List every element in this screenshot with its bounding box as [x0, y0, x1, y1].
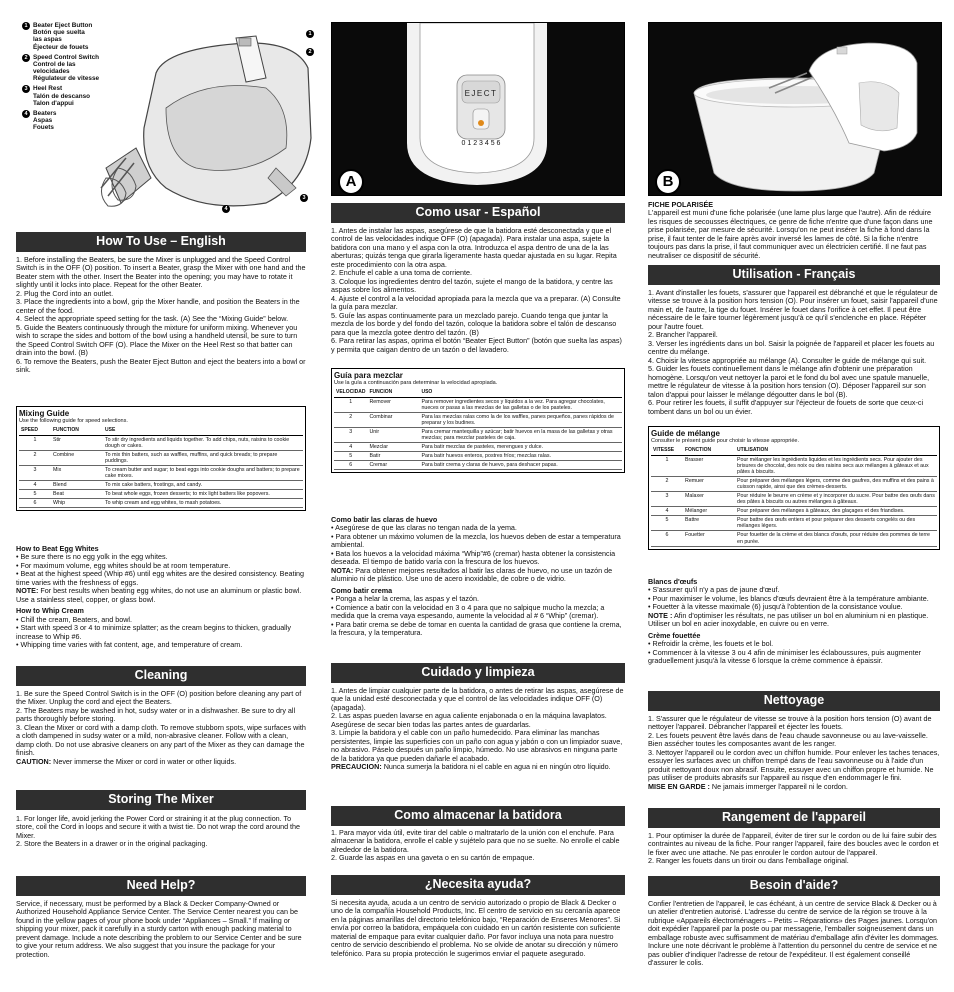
mixer-illustration	[96, 18, 326, 218]
photo-b-label: B	[655, 169, 681, 195]
english-cleaning-banner: Cleaning	[16, 666, 306, 686]
table-row: 2 Remuer Pour préparer des mélanges légers, comme des gaufres, des muffins et des pains à cuisson rapide, ainsi que des crèmes-desserts.	[651, 476, 937, 491]
french-polarized-text: FICHE POLARISÉE L'appareil est muni d'une fiche polarisée (une lame plus large que l'autre). Afin de réduire les risques de secousses électriques, ce genre de fiche n'entre que d'une façon dans une prise polarisée, par mesure de sécurité. Lorsqu'on ne peut insérer la fiche à fond dans la prise, il faut tenter de le faire après avoir inversé les lames de côté. Si la fiche n'entre toujours pas dans la prise, il faut communiquer avec un électricien certifié. Il ne faut pas neutraliser ce dispositif de sécurité.	[648, 200, 933, 260]
table-row: 6 Cremar Para batir crema y claras de huevo, para deshacer papas.	[334, 461, 622, 470]
english-help-text: Service, if necessary, must be performed by a Black & Decker Company-Owned or Authorized Household Appliance Service Center. The Service Center nearest you can be found in the yellow pages of your phone book under “Appliances – Small.” If mailing or shipping your mixer, pack it carefully in a sturdy carton with enough packing material to prevent damage. Include a note describing the problem to our Service Center and be sure to give your return address. We also suggest that you insure the package for your protection.	[16, 899, 302, 959]
spanish-how-to-use-text: 1. Antes de instalar las aspas, asegúrese de que la batidora esté desconectada y que el control de las velocidades indique OFF (O) (apagada). Para instalar una aspa, sujete la batidora con una mano y el aspa con la otra. Introduzca el aspa dentro de una de la las aberturas; quizás tenga que girarla ligeramente hasta quedar ajustada en su lugar. Repita este procedimiento con la otra aspa. 2. Enchufe el cable a una toma de corriente. 3. Coloque los ingredientes dentro del tazón, sujete el mango de la batidora, y centre las aspas sobre los alimentos. 4. Ajuste el control a la velocidad apropiada para la mezcla que va a preparar. (A) Consulte la guía para mezclar. 5. Guíe las aspas continuamente para un mezclado parejo. Cuando tenga que juntar la mezcla de los borde y del fondo del tazón, coloque la batidora sobre el talón de descanso para que la mezcla gotee dentro del tazón. (B) 6. Para retirar las aspas, oprima el botón “Beater Eject Button” (botón que suelta las aspas) y permita que caigan dentro de un tazón o del lavadero.	[331, 226, 622, 354]
spanish-help-banner: ¿Necesita ayuda?	[331, 875, 625, 895]
english-storing-text: 1. For longer life, avoid jerking the Power Cord or straining it at the plug connection. To store, coil the Cord in loops and secure it with a twist tie. Do not wrap the cord around the Mixer. 2. Store the Beaters in a drawer or in the original packaging.	[16, 814, 301, 849]
english-how-to-use-text: 1. Before installing the Beaters, be sure the Mixer is unplugged and the Speed Control Switch is in the OFF (O) position. To insert a Beater, grasp the Mixer with one hand and the Beater stem with the other. Insert the Beater into the opening; you may have to rotate it slightly until it locks into place. Repeat for the other Beater. 2. Plug the Cord into an outlet. 3. Place the ingredients into a bowl, grip the Mixer handle, and position the Beaters in the center of the food. 4. Select the appropriate speed setting for the task. (A) See the “Mixing Guide” below. 5. Guide the Beaters continuously through the mixture for uniform mixing. Whenever you wish to scrape the sides and bottom of the bowl using a handheld utensil, be sure to turn the Speed Control Switch OFF (O). Place the Mixer on the Heel Rest so that batter can drain into the bowl. (B) 6. To remove the Beaters, push the Beater Eject Button and eject the beaters into a bowl or sink.	[16, 255, 306, 375]
mixing-guide-table: SPEED FUNCTION USE 1 Stir To stir dry ingredients and liquids together. To add chips, nuts, raisins to cookie dough or cakes. 2 Combine To mix thin batters, such as waffles, muffins, and quick breads; to prepare puddings. 3 Mix To cream butter and sugar; to beat eggs into cookie doughs and batters; to prepare cake mixes. 4 Blend To mix cake batters, frostings, and candy. 5 Beat To beat whole eggs, frozen desserts; to mix light batters like popovers. 6 Whip To whip cream and egg whites, to mash potatoes.	[19, 427, 303, 508]
mixing-guide-table: VELOCIDAD FUNCION USO 1 Remover Para remover ingredientes secos y líquidos a la vez. Para agregar chocolates, nueces or pasas a las mezclas de las galletas o de los pasteles. 2 Combinar Para las mezclas ralas como la de los waffles, panes pequeños, panes rápidos de preparar y los budines. 3 Unir Para cremar mantequilla y azúcar; batir huevos en la masa de las galletas y otras mezclas; para mezclar pasteles de caja. 4 Mezclar Para batir mezclas de pasteles, merengues y dulce. 5 Batir Para batir huevos enteros, postres fríos; mezclas ralas. 6 Cremar Para batir crema y claras de huevo, para deshacer papas.	[334, 389, 622, 470]
callout-1: 1	[306, 30, 314, 38]
french-help-text: Confier l'entretien de l'appareil, le cas échéant, à un centre de service Black & Decker ou à un atelier d'entretien autorisé. L'adresse du centre de service de la région se trouve à la rubrique «Appareils électroménagers – Petits – Réparations» des Pages jaunes. Lorsqu'on doit expédier l'appareil par la poste ou par messagerie, l'emballer soigneusement dans un emballage robuste avec suffisamment de matériau d'emballage afin d'éviter les dommages. Inclure une note décrivant le problème à l'attention du personnel du centre de service et ne pas oublier d'indiquer l'adresse de retour de l'expéditeur. Il est également conseillé d'assurer le colis.	[648, 899, 939, 968]
table-row: 5 Beat To beat whole eggs, frozen desserts; to mix light batters like popovers.	[19, 490, 303, 499]
table-row: 1 Remover Para remover ingredientes secos y líquidos a la vez. Para agregar chocolates, nueces or pasas a las mezclas de las galletas o de los pasteles.	[334, 397, 622, 412]
eject-label: EJECT	[464, 89, 498, 98]
callout-4: 4	[222, 205, 230, 213]
table-row: 5 Battre Pour battre des œufs entiers et pour préparer des desserts congelés ou des mélanges légers.	[651, 516, 937, 531]
table-row: 4 Blend To mix cake batters, frostings, and candy.	[19, 481, 303, 490]
table-row: 4 Mezclar Para batir mezclas de pasteles, merengues y dulce.	[334, 443, 622, 452]
spanish-cleaning-banner: Cuidado y limpieza	[331, 663, 625, 683]
spanish-how-to-use-banner: Como usar - Español	[331, 203, 625, 223]
legend-item: 3 Heel Rest Talón de descanso Talon d'appui	[22, 85, 132, 107]
table-row: 6 Whip To whip cream and egg whites, to mash potatoes.	[19, 499, 303, 508]
spanish-help-text: Si necesita ayuda, acuda a un centro de servicio autorizado o propio de Black & Decker o uno de la compañía Household Products, Inc. El centro de servicio en su cercanía aparece en la páginas amarillas del directorio telefónico bajo, “Reparación de Enseres Menores”. Si envía por correo la batidora, empáquela con cuidado en un cartón resistente con suficiente material de empaque para evitar cualquier daño. Por favor incluya una nota para nuestro centro de servicio describiendo el problema. No se olvide de anotar su dirección y número telefónico. Para su propia protección le sugerimos enviar el paquete asegurado.	[331, 898, 621, 958]
callout-3: 3	[300, 194, 308, 202]
table-row: 3 Malaxer Pour réduire le beurre en crème et y incorporer du sucre. Pour battre des œufs dans des pâtes à biscuits ou autres mélanges à gâteaux.	[651, 492, 937, 507]
english-egg-cream-text: How to Beat Egg Whites • Be sure there is no egg yolk in the egg whites. • For maximum volume, egg whites should be at room temperature. • Beat at the highest speed (Whip #6) until egg whites are the desired consistency. Beating time varies with the freshness of eggs. NOTE: For best results when beating egg whites, do not use an aluminum or plastic bowl. Use a stainless steel, copper, or glass bowl. How to Whip Cream • Chill the cream, Beaters, and bowl. • Start with speed 3 or 4 to minimize splatter; as the cream begins to thicken, gradually increase to Whip #6. • Whipping time varies with fat content, age, and temperature of cream.	[16, 544, 305, 650]
legend-item: 1 Beater Eject Button Botón que suelta las aspas Éjecteur de fouets	[22, 22, 132, 51]
french-how-to-use-banner: Utilisation - Français	[648, 265, 940, 285]
spanish-egg-cream-text: Como batir las claras de huevo • Asegúrese de que las claras no tengan nada de la yema. • Para obtener un máximo volumen de la mezcla, los huevos deben de estar a temperatura ambiental. • Bata los huevos a la velocidad máxima “Whip”#6 (cremar) hasta obtener la consistencia deseada. El tiempo de batido varía con la frescura de los huevos. NOTA: Para obtener mejores resultados al batir las claras de huevo, no use un tazón de aluminio ni de plástico. Use uno de acero inoxidable, de cobre o de vidrio. Como batir crema • Ponga a helar la crema, las aspas y el tazón. • Comience a batir con la velocidad en 3 o 4 para que no salpique mucho la mezcla; a medida que la crema vaya espesando, aumente la velocidad al # 6 “Whip” (cremar). • Para batir crema se debe de tomar en cuenta la cantidad de grasa que contiene la crema, la frescura, y la temperatura.	[331, 515, 622, 638]
callout-2: 2	[306, 48, 314, 56]
english-how-to-use-banner: How To Use – English	[16, 232, 306, 252]
table-row: 1 Brasser Pour mélanger les ingrédients liquides et les ingrédients secs. Pour ajouter des brisures de chocolat, des noix ou des raisins secs aux mélanges à gâteaux et aux pâtes à biscuits.	[651, 455, 937, 476]
mixing-guide-table: VITESSE FONCTION UTILISATION 1 Brasser Pour mélanger les ingrédients liquides et les ingrédients secs. Pour ajouter des brisures de chocolat, des noix ou des raisins secs aux mélanges à gâteaux et aux pâtes à biscuits. 2 Remuer Pour préparer des mélanges légers, comme des gaufres, des muffins et des pains à cuisson rapide, ainsi que des crèmes-desserts. 3 Malaxer Pour réduire le beurre en crème et y incorporer du sucre. Pour battre des œufs dans des pâtes à biscuits ou autres mélanges à gâteaux. 4 Mélanger Pour préparer des mélanges à gâteaux, des glaçages et des friandises. 5 Battre Pour battre des œufs entiers et pour préparer des desserts congelés ou des mélanges légers. 6 Fouetter Pour fouetter de la crème et des blancs d'œufs, pour réduire des pommes de terre en purée.	[651, 447, 937, 547]
english-help-banner: Need Help?	[16, 876, 306, 896]
french-storing-banner: Rangement de l'appareil	[648, 808, 940, 828]
legend-item: 4 Beaters Aspas Fouets	[22, 110, 132, 132]
french-cleaning-text: 1. S'assurer que le régulateur de vitesse se trouve à la position hors tension (O) avant de nettoyer l'appareil. Débrancher l'appareil et éjecter les fouets. 2. Les fouets peuvent être lavés dans de l'eau chaude savonneuse ou au lave-vaisselle. Bien assécher toutes les composantes avant de les ranger. 3. Nettoyer l'appareil ou le cordon avec un chiffon humide. Pour enlever les taches tenaces, essuyer les surfaces avec un chiffon trempé dans de l'eau savonneuse ou à l'aide d'un produit nettoyant doux non abrasif. Ensuite, essuyer avec un chiffon propre et humide. Ne pas utiliser de produits abrasifs sur l'appareil au risque d'en endommager le fini. MISE EN GARDE : Ne jamais immerger l'appareil ni le cordon.	[648, 714, 940, 791]
table-row: 1 Stir To stir dry ingredients and liquids together. To add chips, nuts, raisins to cookie dough or cakes.	[19, 435, 303, 450]
french-help-banner: Besoin d'aide?	[648, 876, 940, 896]
french-mixing-guide: Guide de mélange Consulter le présent guide pour choisir la vitesse appropriée. VITESSE FONCTION UTILISATION 1 Brasser Pour mélanger les ingrédients liquides et les ingrédients secs. Pour ajouter des brisures de chocolat, des noix ou des raisins secs aux mélanges à gâteaux et aux pâtes à biscuits. 2 Remuer Pour préparer des mélanges légers, comme des gaufres, des muffins et des pains à cuisson rapide, ainsi que des crèmes-desserts. 3 Malaxer Pour réduire le beurre en crème et y incorporer du sucre. Pour battre des œufs dans des pâtes à biscuits ou autres mélanges à gâteaux. 4 Mélanger Pour préparer des mélanges à gâteaux, des glaçages et des friandises. 5 Battre Pour battre des œufs entiers et pour préparer des desserts congelés ou des mélanges légers. 6 Fouetter Pour fouetter de la crème et des blancs d'œufs, pour réduire des pommes de terre en purée.	[648, 426, 940, 550]
english-storing-banner: Storing The Mixer	[16, 790, 306, 810]
french-egg-cream-text: Blancs d'œufs • S'assurer qu'il n'y a pas de jaune d'œuf. • Pour maximiser le volume, les blancs d'œufs devraient être à la température ambiante. • Fouetter à la vitesse maximale (6) jusqu'à l'obtention de la consistance voulue. NOTE : Afin d'optimiser les résultats, ne pas utiliser un bol en aluminium ni en plastique. Utiliser un bol en acier inoxydable, en cuivre ou en verre. Crème fouettée • Refroidir la crème, les fouets et le bol. • Commencer à la vitesse 3 ou 4 afin de minimiser les éclaboussures, puis augmenter graduellement jusqu'à la vitesse 6 lorsque la crème commence à épaissir.	[648, 577, 929, 666]
spanish-cleaning-text: 1. Antes de limpiar cualquier parte de la batidora, o antes de retirar las aspas, asegúrese de que la unidad esté desconectada y que el control de las velocidades indique OFF (O) (apagada). 2. Las aspas pueden lavarse en agua caliente enjabonada o en la máquina lavaplatos. Asegúrese de secar bien todas las partes antes de guardarlas. 3. Limpie la batidora y el cable con un paño humedecido. Para eliminar las manchas persistentes, limpie las superficies con un paño con agua y jabón o con un limpiador suave, no abrasivo. Páselo después un paño limpio, húmedo. No use abrasivos en ninguna parte de la batidora ya que pueden dañarle el acabado. PRECAUCION: Nunca sumerja la batidora ni el cable en agua ni en ningún otro líquido.	[331, 686, 624, 772]
french-storing-text: 1. Pour optimiser la durée de l'appareil, éviter de tirer sur le cordon ou de lui faire subir des contraintes au niveau de la fiche. Pour ranger l'appareil, faire des boucles avec le cordon et le fixer avec une attache. Ne pas enrouler le cordon autour de l'appareil. 2. Ranger les fouets dans un tiroir ou dans l'emballage original.	[648, 831, 939, 866]
photo-b	[648, 22, 942, 196]
photo-a	[331, 22, 625, 196]
table-row: 5 Batir Para batir huevos enteros, postres fríos; mezclas ralas.	[334, 452, 622, 461]
legend-item: 2 Speed Control Switch Control de las velocidades Régulateur de vitesse	[22, 54, 132, 83]
table-row: 2 Combinar Para las mezclas ralas como la de los waffles, panes pequeños, panes rápidos de preparar y los budines.	[334, 412, 622, 427]
photo-a-label: A	[338, 169, 364, 195]
french-cleaning-banner: Nettoyage	[648, 691, 940, 711]
table-row: 6 Fouetter Pour fouetter de la crème et des blancs d'œufs, pour réduire des pommes de terre en purée.	[651, 531, 937, 546]
english-mixing-guide: Mixing Guide Use the following guide for speed selections. SPEED FUNCTION USE 1 Stir To stir dry ingredients and liquids together. To add chips, nuts, raisins to cookie dough or cakes. 2 Combine To mix thin batters, such as waffles, muffins, and quick breads; to prepare puddings. 3 Mix To cream butter and sugar; to beat eggs into cookie doughs and batters; to prepare cake mixes. 4 Blend To mix cake batters, frostings, and candy. 5 Beat To beat whole eggs, frozen desserts; to mix light batters like popovers. 6 Whip To whip cream and egg whites, to mash potatoes.	[16, 406, 306, 511]
table-row: 2 Combine To mix thin batters, such as waffles, muffins, and quick breads; to prepare puddings.	[19, 450, 303, 465]
english-cleaning-text: 1. Be sure the Speed Control Switch is in the OFF (O) position before cleaning any part of the Mixer. Unplug the cord and eject the Beaters. 2. The Beaters may be washed in hot, sudsy water or in a dishwasher. Be sure to dry all parts thoroughly before storing. 3. Clean the Mixer or cord with a damp cloth. To remove stubborn spots, wipe surfaces with a cloth dampened in sudsy water or a mild, non-abrasive cleaner. Follow with a clean, damp cloth. Do not use abrasive cleaners on any part of the Mixer as they can damage the finish. CAUTION: Never immerse the Mixer or cord in water or other liquids.	[16, 689, 306, 766]
french-how-to-use-text: 1. Avant d'installer les fouets, s'assurer que l'appareil est débranché et que le régulateur de vitesse se trouve à la position hors tension (O). Pour insérer un fouet, saisir l'appareil d'une main et, de l'autre, la tige du fouet. Insérer le fouet dans l'orifice à cet effet. Il peut être nécessaire de le faire tourner légèrement jusqu'à ce qu'il s'enclenche en place. Répéter pour l'autre fouet. 2. Brancher l'appareil. 3. Verser les ingrédients dans un bol. Saisir la poignée de l'appareil et placer les fouets au centre du mélange. 4. Choisir la vitesse appropriée au mélange (A). Consulter le guide de mélange qui suit. 5. Guider les fouets continuellement dans le mélange afin d'obtenir une préparation homogène. Lorsqu'on veut nettoyer la paroi et le fond du bol avec une spatule manuelle, mettre le régulateur de vitesse à la position hors tension (O). Déposer l'appareil sur son talon d'appui pour laisser le mélange dégoutter dans le bol (B). 6. Pour retirer les fouets, il suffit d'appuyer sur l'éjecteur de fouets de sorte que ceux-ci tombent dans un bol ou un évier.	[648, 288, 938, 416]
table-row: 4 Mélanger Pour préparer des mélanges à gâteaux, des glaçages et des friandises.	[651, 507, 937, 516]
spanish-storing-text: 1. Para mayor vida útil, evite tirar del cable o maltratarlo de la unión con el enchufe. Para almacenar la batidora, enrolle el cable y sujételo para que no se suelte. No enrolle el cable alrededor de la batidora. 2. Guarde las aspas en una gaveta o en su cartón de empaque.	[331, 828, 620, 863]
spanish-storing-banner: Como almacenar la batidora	[331, 806, 625, 826]
speed-dial-photo	[332, 23, 624, 195]
spanish-mixing-guide: Guía para mezclar Use la guía a continuación para determinar la velocidad apropiada. VELOCIDAD FUNCION USO 1 Remover Para remover ingredientes secos y líquidos a la vez. Para agregar chocolates, nueces or pasas a las mezclas de las galletas o de los pasteles. 2 Combinar Para las mezclas ralas como la de los waffles, panes pequeños, panes rápidos de preparar y los budines. 3 Unir Para cremar mantequilla y azúcar; batir huevos en la masa de las galletas y otras mezclas; para mezclar pasteles de caja. 4 Mezclar Para batir mezclas de pasteles, merengues y dulce. 5 Batir Para batir huevos enteros, postres fríos; mezclas ralas. 6 Cremar Para batir crema y claras de huevo, para deshacer papas.	[331, 368, 625, 473]
table-row: 3 Mix To cream butter and sugar; to beat eggs into cookie doughs and batters; to prepare cake mixes.	[19, 465, 303, 480]
speed-numbers: 0 1 2 3 4 5 6	[461, 140, 501, 147]
table-row: 3 Unir Para cremar mantequilla y azúcar; batir huevos en la masa de las galletas y otras mezclas; para mezclar pasteles de caja.	[334, 427, 622, 442]
mixer-on-bowl-photo	[649, 23, 941, 195]
